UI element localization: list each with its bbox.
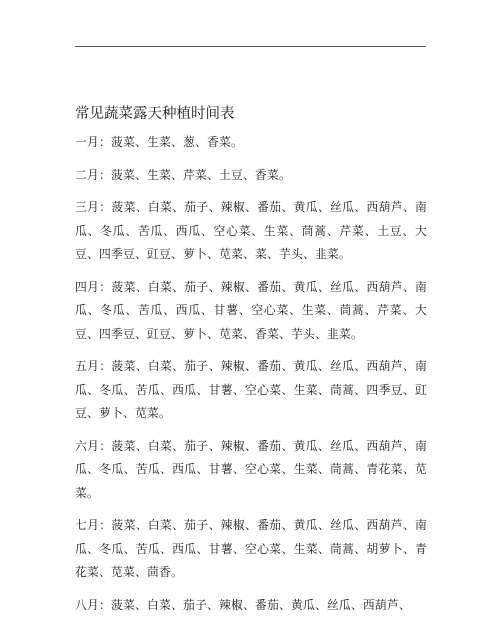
month-july: 七月：菠菜、白菜、茄子、辣椒、番茄、黄瓜、丝瓜、西葫芦、南瓜、冬瓜、苦瓜、西瓜、甘薯、空心菜、生菜、茼蒿、胡萝卜、青花菜、苋菜、茴香。 — [75, 518, 427, 579]
month-march: 三月：菠菜、白菜、茄子、辣椒、番茄、黄瓜、丝瓜、西葫芦、南瓜、冬瓜、苦瓜、西瓜、空心菜、生菜、茼蒿、芹菜、土豆、大豆、四季豆、豇豆、萝卜、苋菜、菜、芋头、韭菜。 — [75, 200, 427, 261]
header-divider — [75, 46, 426, 47]
page-title: 常见蔬菜露天种植时间表 — [75, 106, 235, 122]
document-body — [75, 102, 427, 626]
month-june: 六月：菠菜、白菜、茄子、辣椒、番茄、黄瓜、丝瓜、西葫芦、南瓜、冬瓜、苦瓜、西瓜、甘薯、空心菜、生菜、茼蒿、青花菜、苋菜。 — [75, 438, 427, 500]
month-april: 四月：菠菜、白菜、茄子、辣椒、番茄、黄瓜、丝瓜、西葫芦、南瓜、冬瓜、苦瓜、西瓜、甘薯、空心菜、生菜、茼蒿、芹菜、大豆、四季豆、豇豆、萝卜、苋菜、香菜、芋头、韭菜。 — [75, 279, 427, 341]
month-august: 八月：菠菜、白菜、茄子、辣椒、番茄、黄瓜、丝瓜、西葫芦、 — [75, 597, 411, 612]
month-february: 二月：菠菜、生菜、芹菜、土豆、香菜。 — [75, 167, 291, 182]
month-january: 一月：菠菜、生菜、葱、香菜。 — [75, 135, 243, 149]
month-may: 五月：菠菜、白菜、茄子、辣椒、番茄、黄瓜、丝瓜、西葫芦、南瓜、冬瓜、苦瓜、西瓜、甘薯、空心菜、生菜、茼蒿、四季豆、豇豆、萝卜、苋菜。 — [75, 359, 427, 420]
